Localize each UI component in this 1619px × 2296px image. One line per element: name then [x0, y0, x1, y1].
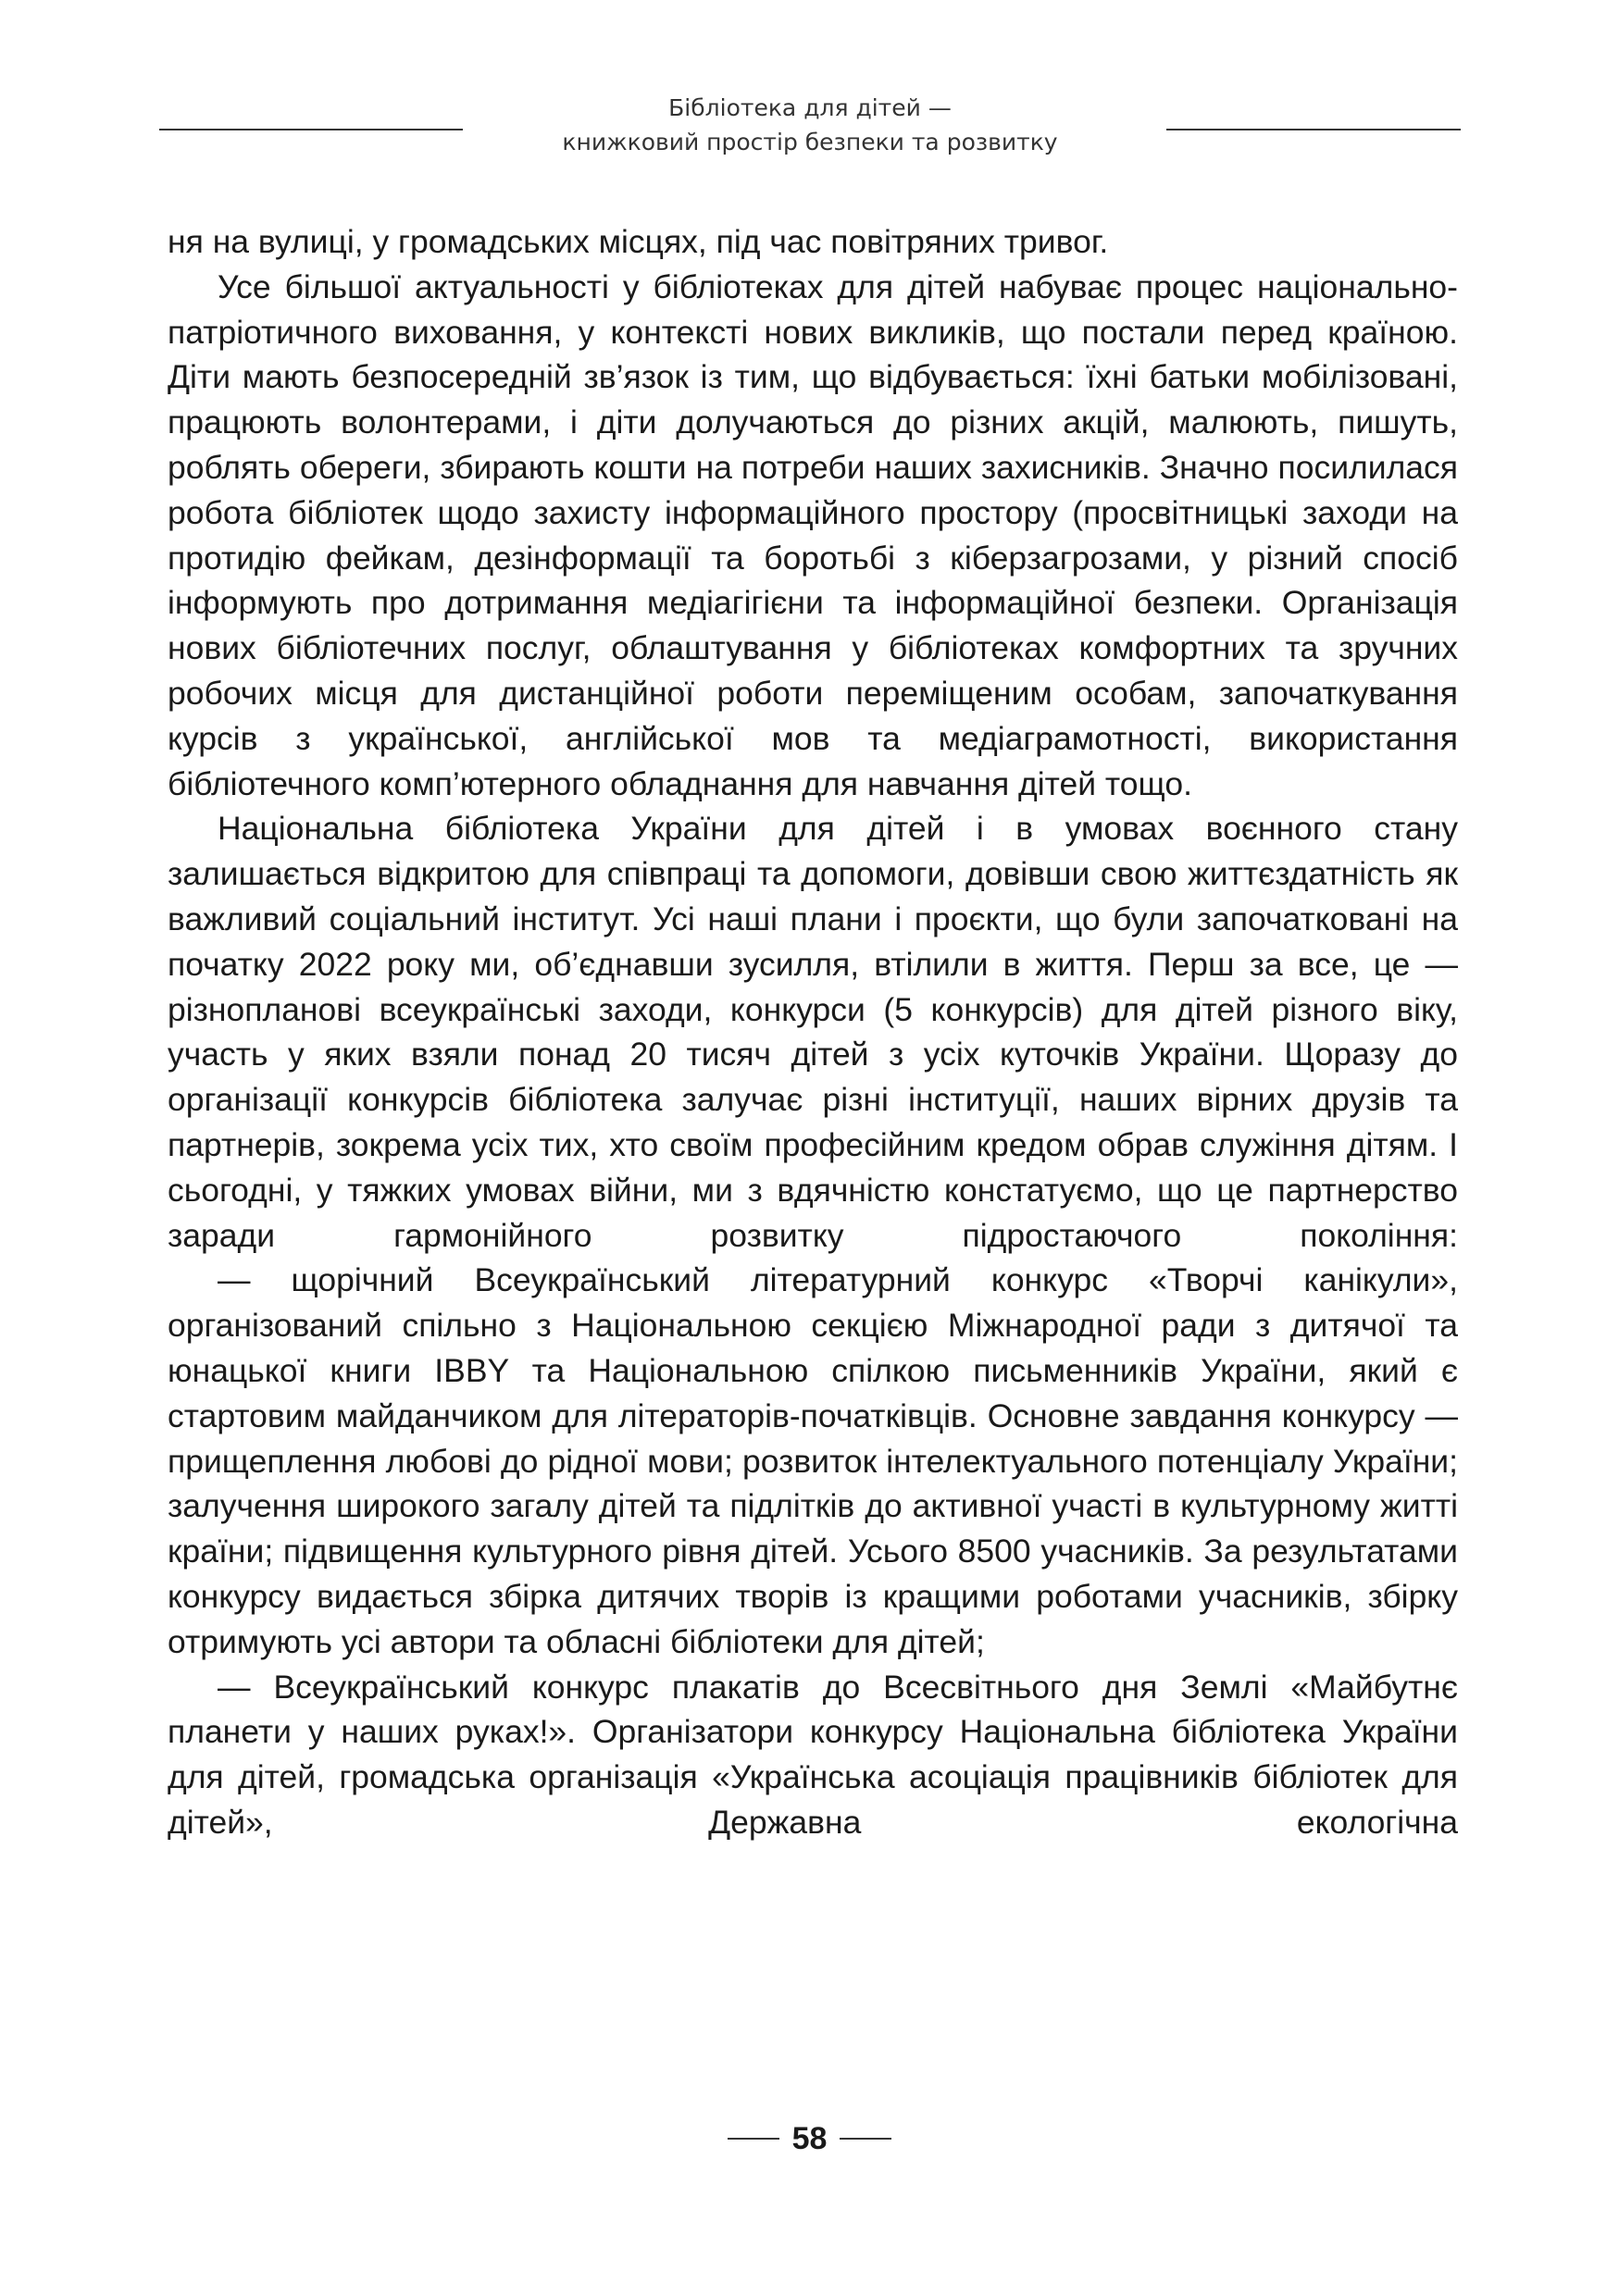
paragraph-national-library: Національна бібліотека України для дітей і в умовах воєнного стану залишається відкритою для співпраці та допомоги, довівши свою життєздатність як важливий соціальний інститут. Усі наші плани і проєкти, що були започатковані на початку 2022 року ми, об’єднавши зусилля, втілили в життя. Перш за все, це — різнопланові всеукраїнські заходи, конкурси (5 конкурсів) для дітей різного віку, участь у яких взяли понад 20 тисяч дітей з усіх куточків України. Щоразу до організації конкурсів бібліотека залучає різні інституції, наших вірних друзів та партнерів, зокрема усіх тих, хто своїм професійним кредом обрав служіння дітям. І сьогодні, у тяжких умовах війни, ми з вдячністю констатуємо, що це партнерство заради гармонійного розвитку підростаючого покоління: — [168, 810, 1458, 1254]
header-title-line-2: книжковий простір безпеки та розвитку — [562, 129, 1058, 155]
running-header — [159, 91, 1461, 165]
page-number: 58 — [791, 2120, 828, 2156]
list-item-creative-holidays: — щорічний Всеукраїнський літературний конкурс «Творчі канікули», організований спільно з Національною секцією Міжнародної ради з дитячої та юнацької книги IBBY та Національною спілкою письменників України, який є стартовим майданчиком для літераторів-початківців. Основне завдання конкурсу — прищеплення любові до рідної мови; розвиток інтелектуального потенціалу України; залучення широкого загалу дітей та підлітків до активної участі в культурному житті країни; підвищення культурного рівня дітей. Усього 8500 учасників. За результатами конкурсу видається збірка дитячих творів із кращими роботами учасників, збірку отримують усі автори та обласні бібліотеки для дітей; — [168, 1261, 1458, 1660]
header-rule-left — [159, 129, 463, 130]
paragraph-continuation: ня на вулиці, у громадських місцях, під час повітряних тривог. — [168, 223, 1109, 260]
page-footer — [0, 2116, 1619, 2162]
list-item-poster-contest: — Всеукраїнський конкурс плакатів до Всесвітнього дня Землі «Майбутнє планети у наших руках!». Організатори конкурсу Національна бібліотека України для дітей, громадська організація «Українська асоціація працівників бібліотек для дітей», Державна екологічна — [168, 1668, 1458, 1841]
header-title-line-1: Бібліотека для дітей — — [668, 94, 952, 121]
body-text — [168, 219, 1458, 1845]
footer-rule-right — [840, 2138, 891, 2140]
header-title — [474, 91, 1146, 159]
header-rule-right — [1166, 129, 1461, 130]
footer-rule-left — [728, 2138, 779, 2140]
paragraph-patriotic-education: Усе більшої актуальності у бібліотеках для дітей набуває процес національно-патріотичного виховання, у контексті нових викликів, що постали перед країною. Діти мають безпосередній зв’язок із тим, що відбувається: їхні батьки мобілізовані, працюють волонтерами, і діти долучаються до різних акцій, малюють, пишуть, роблять обереги, збирають кошти на потреби наших захисників. Значно посилилася робота бібліотек щодо захисту інформаційного простору (просвітницькі заходи на протидію фейкам, дезінформації та боротьбі з кіберзагрозами, у різний спосіб інформують про дотримання медіагігієни та інформаційної безпеки. Організація нових бібліотечних послуг, облаштування у бібліотеках комфортних та зручних робочих місця для дистанційної роботи переміщеним особам, започаткування курсів з української, англійської мов та медіаграмотності, використання бібліотечного комп’ютерного обладнання для навчання дітей тощо. — [168, 267, 1458, 802]
